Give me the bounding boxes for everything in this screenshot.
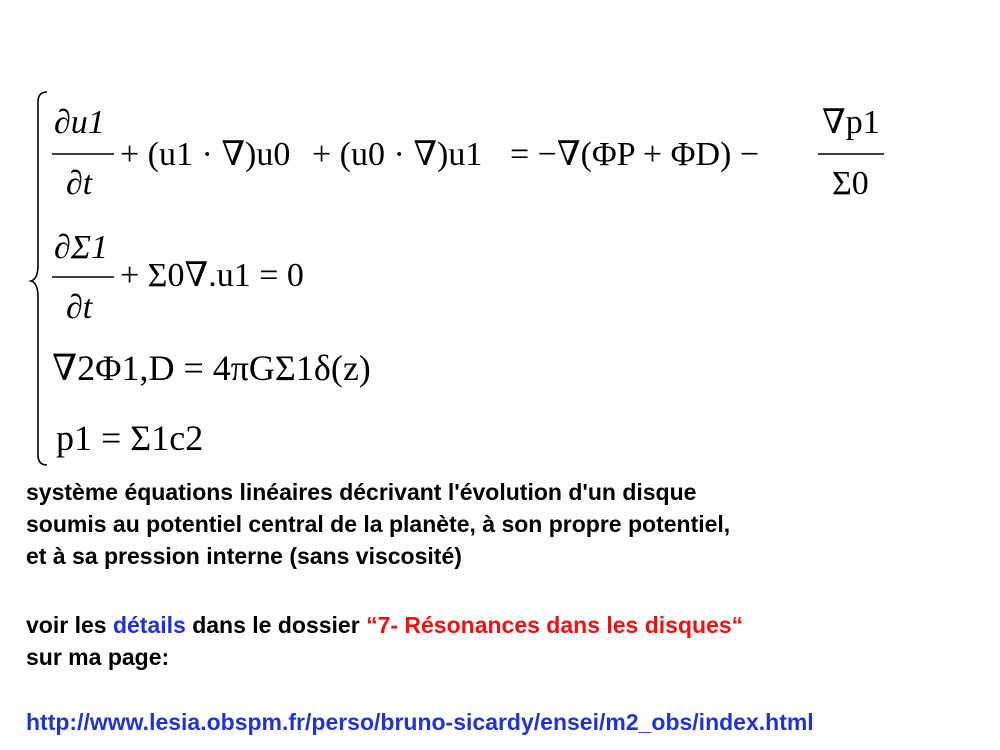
equation-continuity: [52, 229, 304, 326]
eq1-term2: + (u0 · ∇)u1: [312, 136, 483, 173]
eq1-fraction1-denominator: ∂t: [66, 165, 93, 202]
equation-state: p1 = Σ1c2: [56, 418, 204, 458]
reference-line-2: sur ma page:: [26, 644, 170, 670]
eq2-fraction-numerator: ∂Σ1: [54, 229, 109, 266]
description-paragraph: [26, 476, 730, 572]
eq1-fraction1-numerator: ∂u1: [54, 104, 105, 141]
eq1-fraction2-numerator: ∇p1: [822, 104, 880, 141]
reference-paragraph: [26, 609, 743, 673]
eq1-rhs: = −∇(ΦP + ΦD) −: [510, 136, 759, 173]
eq1-fraction2-denominator: Σ0: [832, 165, 869, 202]
left-brace: [31, 92, 47, 465]
reference-middle: dans le dossier: [185, 612, 367, 638]
eq1-term1: + (u1 · ∇)u0: [120, 136, 291, 173]
page-url-link[interactable]: http://www.lesia.obspm.fr/perso/bruno-sicardy/ensei/m2_obs/index.html: [26, 709, 814, 735]
equation-poisson: ∇2Φ1,D = 4πGΣ1δ(z): [52, 348, 371, 388]
details-link[interactable]: détails: [112, 612, 186, 638]
description-line-3: et à sa pression interne (sans viscosité): [26, 543, 462, 569]
description-line-2: soumis au potentiel central de la planète, à son propre potentiel,: [26, 511, 731, 537]
description-line-1: système équations linéaires décrivant l'évolution d'un disque: [26, 479, 697, 505]
reference-prefix: voir les: [26, 612, 113, 638]
eq2-rest: + Σ0∇.u1 = 0: [120, 257, 304, 294]
folder-name: “7- Résonances dans les disques“: [366, 612, 744, 638]
eq2-fraction-denominator: ∂t: [66, 289, 93, 326]
equation-momentum: [52, 104, 884, 202]
reference-line-1: [26, 609, 743, 641]
